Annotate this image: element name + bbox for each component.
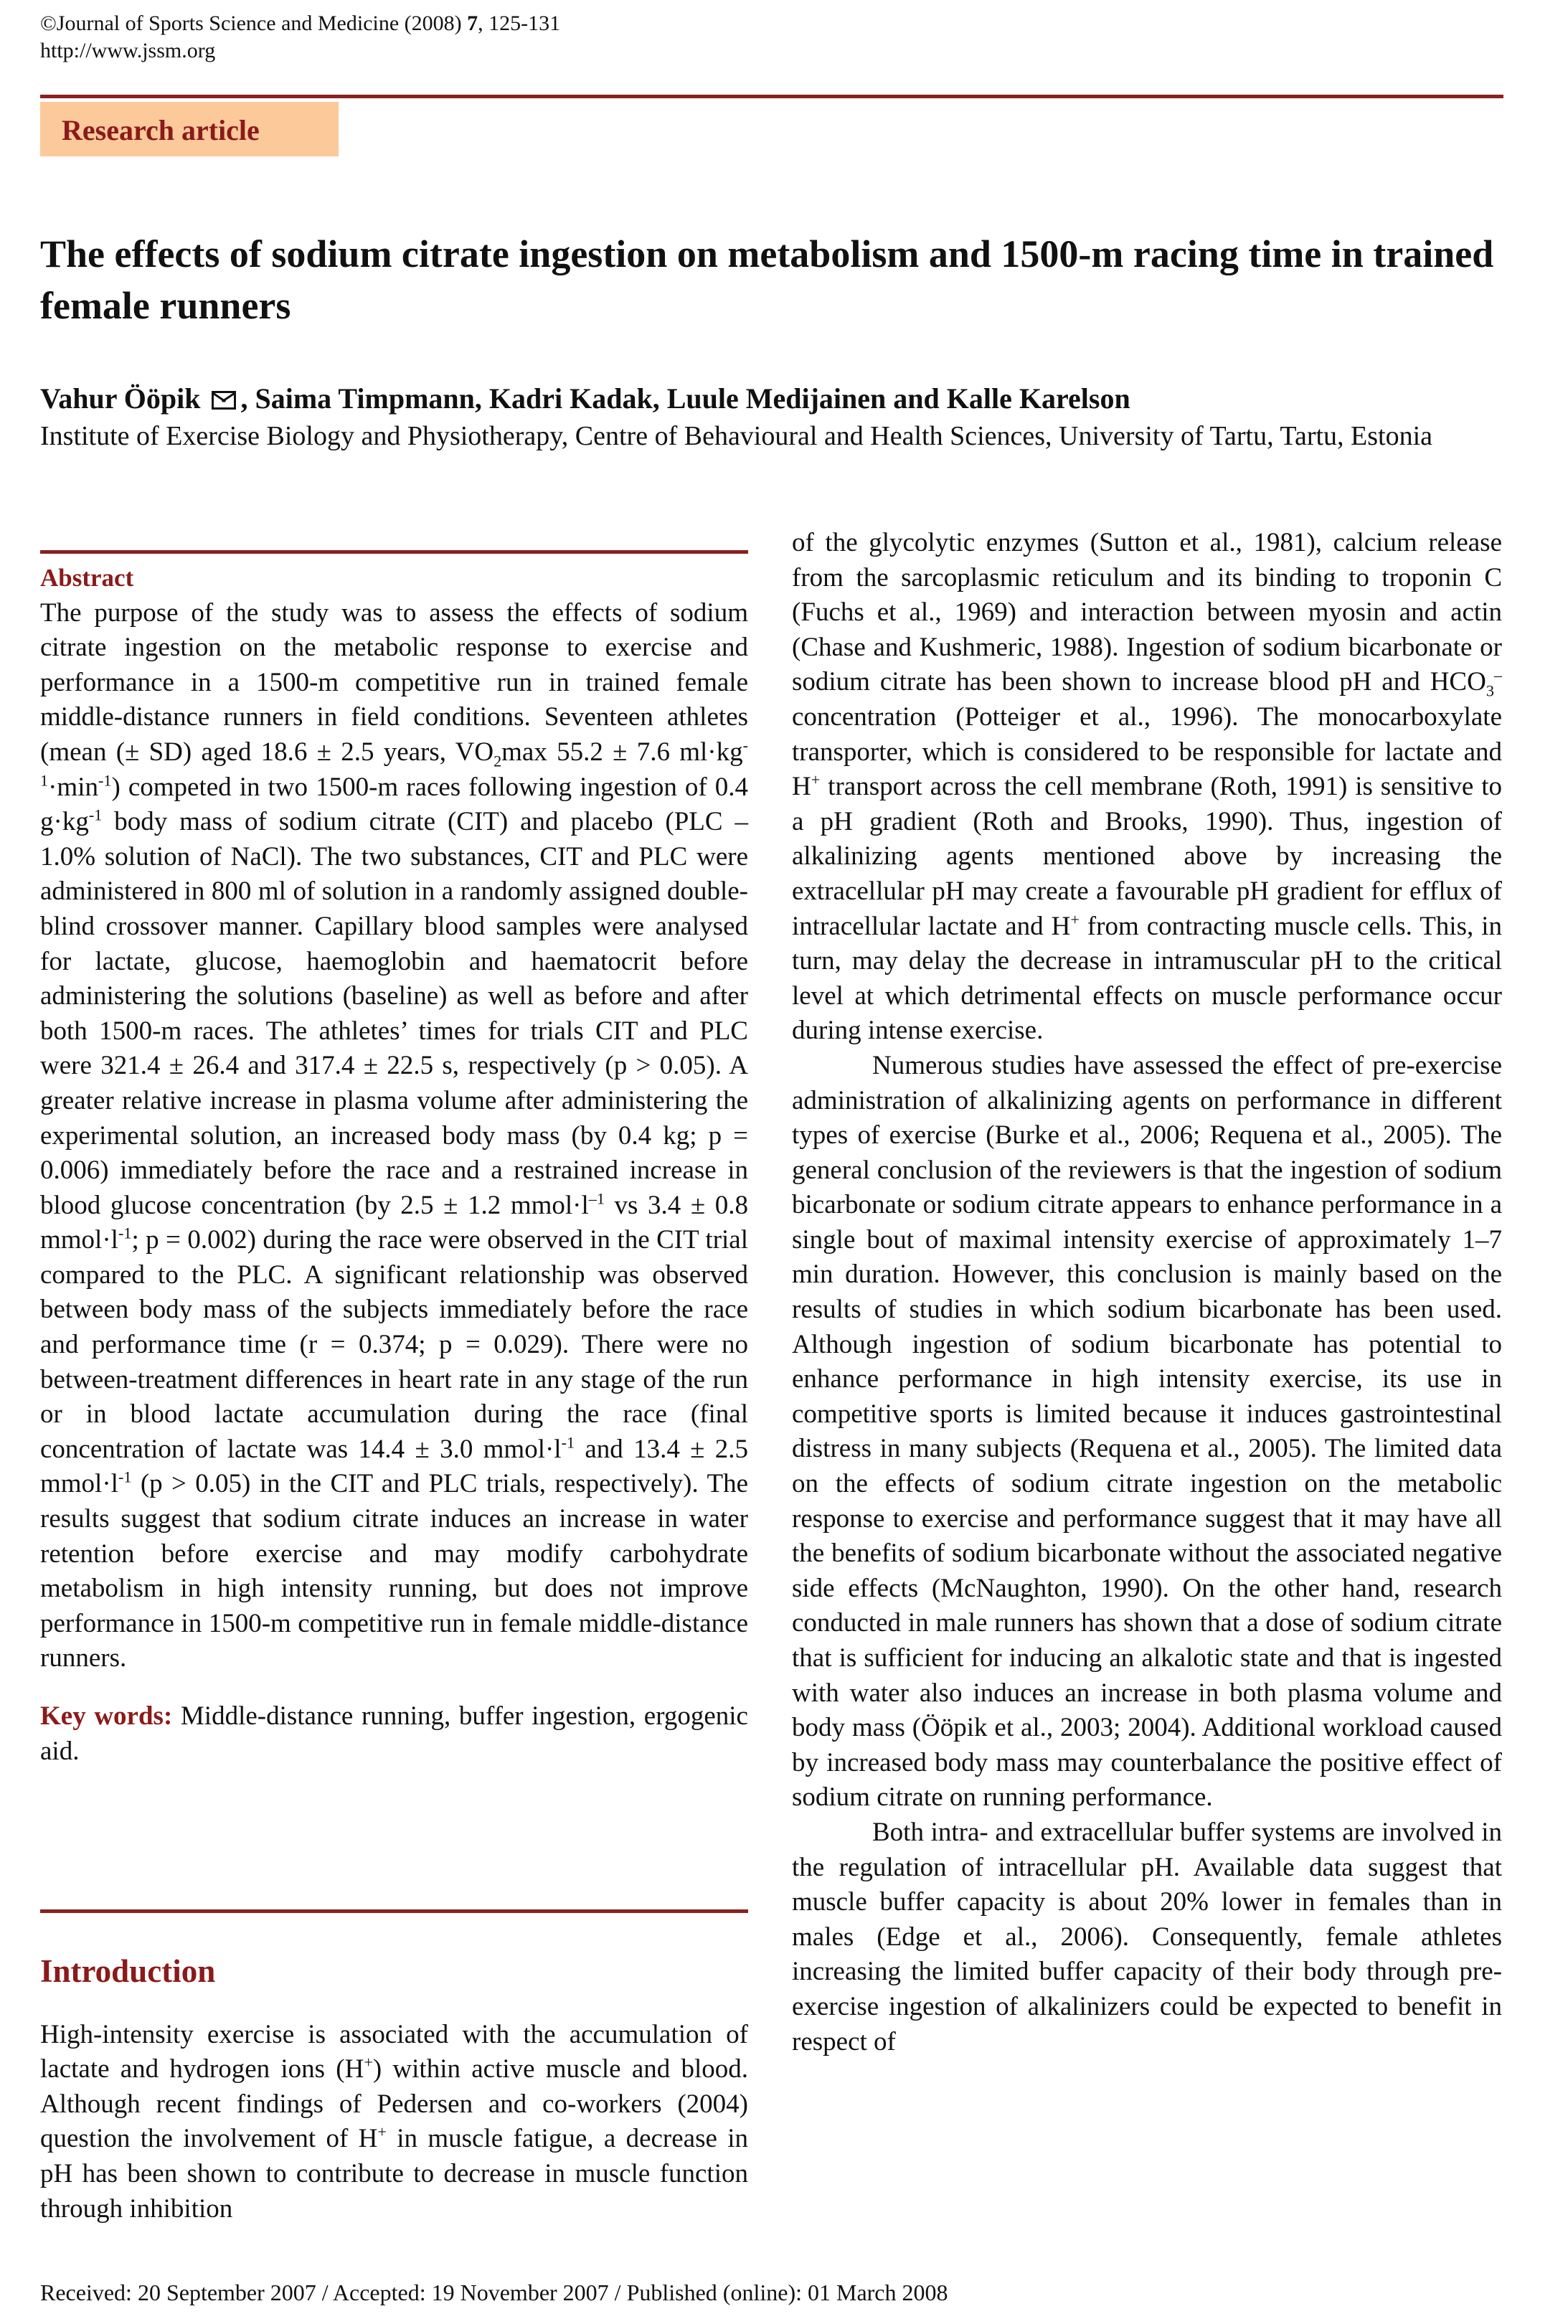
abstract-section	[40, 561, 748, 1769]
article-title: The effects of sodium citrate ingestion on metabolism and 1500-m racing time in trained female runners	[40, 232, 1494, 327]
journal-citation: ©Journal of Sports Science and Medicine (2008) 7, 125-131	[40, 11, 561, 35]
journal-url[interactable]: http://www.jssm.org	[40, 39, 216, 62]
abstract-bottom-rule	[40, 1909, 748, 1913]
affiliation: Institute of Exercise Biology and Physiotherapy, Centre of Behavioural and Health Sciences, University of Tartu, Tartu, Estonia	[40, 421, 1433, 451]
header-rule	[40, 95, 1503, 98]
email-icon[interactable]	[212, 391, 236, 410]
abstract-heading: Abstract	[40, 564, 134, 592]
introduction-heading: Introduction	[40, 1953, 216, 1989]
body-paragraph-1: of the glycolytic enzymes (Sutton et al., 1981), calcium release from the sarcoplasmic reticulum and its binding to troponin C (Fuchs et al., 1969) and interaction between myosin and actin (Chase and Kushmeric, 1988). Ingestion of sodium bicarbonate or sodium citrate has been shown to increase blood pH and $HCO_3^-$ concentration (Potteiger et al., 1996). The monocarboxylate transporter, which is considered to be responsible for lactate and H+ transport across the cell membrane (Roth, 1991) is sensitive to a pH gradient (Roth and Brooks, 1990). Thus, ingestion of alkalinizing agents mentioned above by increasing the extracellular pH may create a favourable pH gradient for efflux of intracellular lactate and H+ from contracting muscle cells. This, in turn, may delay the decrease in intramuscular pH to the critical level at which detrimental effects on muscle performance occur during intense exercise.	[792, 528, 1502, 1046]
article-type-badge: Research article	[40, 102, 339, 156]
abstract-text: The purpose of the study was to assess the effects of sodium citrate ingestion on the metabolic response to exercise and performance in a 1500-m competitive run in trained female middle-distance runners in field conditions. Seventeen athletes (mean (± SD) aged 18.6 ± 2.5 years, $VO_2\max$ 55.2 ± 7.6 $ml\cdot kg^{-1}\cdot\min^{-1}$) competed in two 1500-m races following ingestion of 0.4 $g\cdot kg^{-1}$ body mass of sodium citrate (CIT) and placebo (PLC – 1.0% solution of NaCl). The two substances, CIT and PLC were administered in 800 ml of solution in a randomly assigned double-blind crossover manner. Capillary blood samples were analysed for lactate, glucose, haemoglobin and haematocrit before administering the solutions (baseline) as well as before and after both 1500-m races. The athletes’ times for trials CIT and PLC were 321.4 ± 26.4 and 317.4 ± 22.5 s, respectively (p > 0.05). A greater relative increase in plasma volume after administering the experimental solution, an increased body mass (by 0.4 kg; p = 0.006) immediately before the race and a restrained increase in blood glucose concentration (by 2.5 ± 1.2 $mmol\cdot l^{-1}$ vs 3.4 ± 0.8 $mmol\cdot l^{-1}$; p = 0.002) during the race were observed in the CIT trial compared to the PLC. A significant relationship was observed between body mass of the subjects immediately before the race and performance time (r = 0.374; p = 0.029). There were no between-treatment differences in heart rate in any stage of the run or in blood lactate accumulation during the race (final concentration of lactate was 14.4 ± 3.0 $mmol\cdot l^{-1}$ and 13.4 ± 2.5 $mmol\cdot l^{-1}$ (p > 0.05) in the CIT and PLC trials, respectively). The results suggest that sodium citrate induces an increase in water retention before exercise and may modify carbohydrate metabolism in high intensity running, but does not improve performance in 1500-m competitive run in female middle-distance runners.	[40, 597, 748, 1673]
keywords: Key words: Middle-distance running, buffer ingestion, ergogenic aid.	[40, 1701, 748, 1766]
publication-dates: Received: 20 September 2007 / Accepted: 19 November 2007 / Published (online): 01 March 2008	[40, 2280, 948, 2305]
journal-header	[40, 10, 560, 65]
author-list: Vahur Ööpik , Saima Timpmann, Kadri Kadak, Luule Medijainen and Kalle Karelson	[40, 382, 1130, 415]
body-paragraph-2: Numerous studies have assessed the effect of pre-exercise administration of alkalinizing agents on performance in different types of exercise (Burke et al., 2006; Requena et al., 2005). The general conclusion of the reviewers is that the ingestion of sodium bicarbonate or sodium citrate appears to enhance performance in a single bout of maximal intensity exercise of approximately 1–7 min duration. However, this conclusion is mainly based on the results of studies in which sodium bicarbonate has been used. Although ingestion of sodium bicarbonate has potential to enhance performance in high intensity exercise, its use in competitive sports is limited because it induces gastrointestinal distress in many subjects (Requena et al., 2005). The limited data on the effects of sodium citrate ingestion on the metabolic response to exercise and performance suggest that it may have all the benefits of sodium bicarbonate without the associated negative side effects (McNaughton, 1990). On the other hand, research conducted in male runners has shown that a dose of sodium citrate that is sufficient for inducing an alkalotic state and that is ingested with water also induces an increase in both plasma volume and body mass (Ööpik et al., 2003; 2004). Additional workload caused by increased body mass may counterbalance the positive effect of sodium citrate on running performance.	[792, 1050, 1502, 1813]
abstract-top-rule	[40, 550, 748, 554]
journal-volume: 7	[467, 11, 478, 35]
keywords-label: Key words:	[40, 1701, 173, 1731]
introduction-section	[40, 1954, 748, 2226]
right-column	[792, 526, 1502, 2059]
body-paragraph-3: Both intra- and extracellular buffer systems are involved in the regulation of intracellular pH. Available data suggest that muscle buffer capacity is about 20% lower in females than in males (Edge et al., 2006). Consequently, female athletes increasing the limited buffer capacity of their body through pre-exercise ingestion of alkalinizers could be expected to benefit in respect of	[792, 1817, 1502, 2056]
introduction-paragraph: High-intensity exercise is associated with the accumulation of lactate and hydrogen ions (H+) within active muscle and blood. Although recent findings of Pedersen and co-workers (2004) question the involvement of H+ in muscle fatigue, a decrease in pH has been shown to contribute to decrease in muscle function through inhibition	[40, 2019, 749, 2224]
